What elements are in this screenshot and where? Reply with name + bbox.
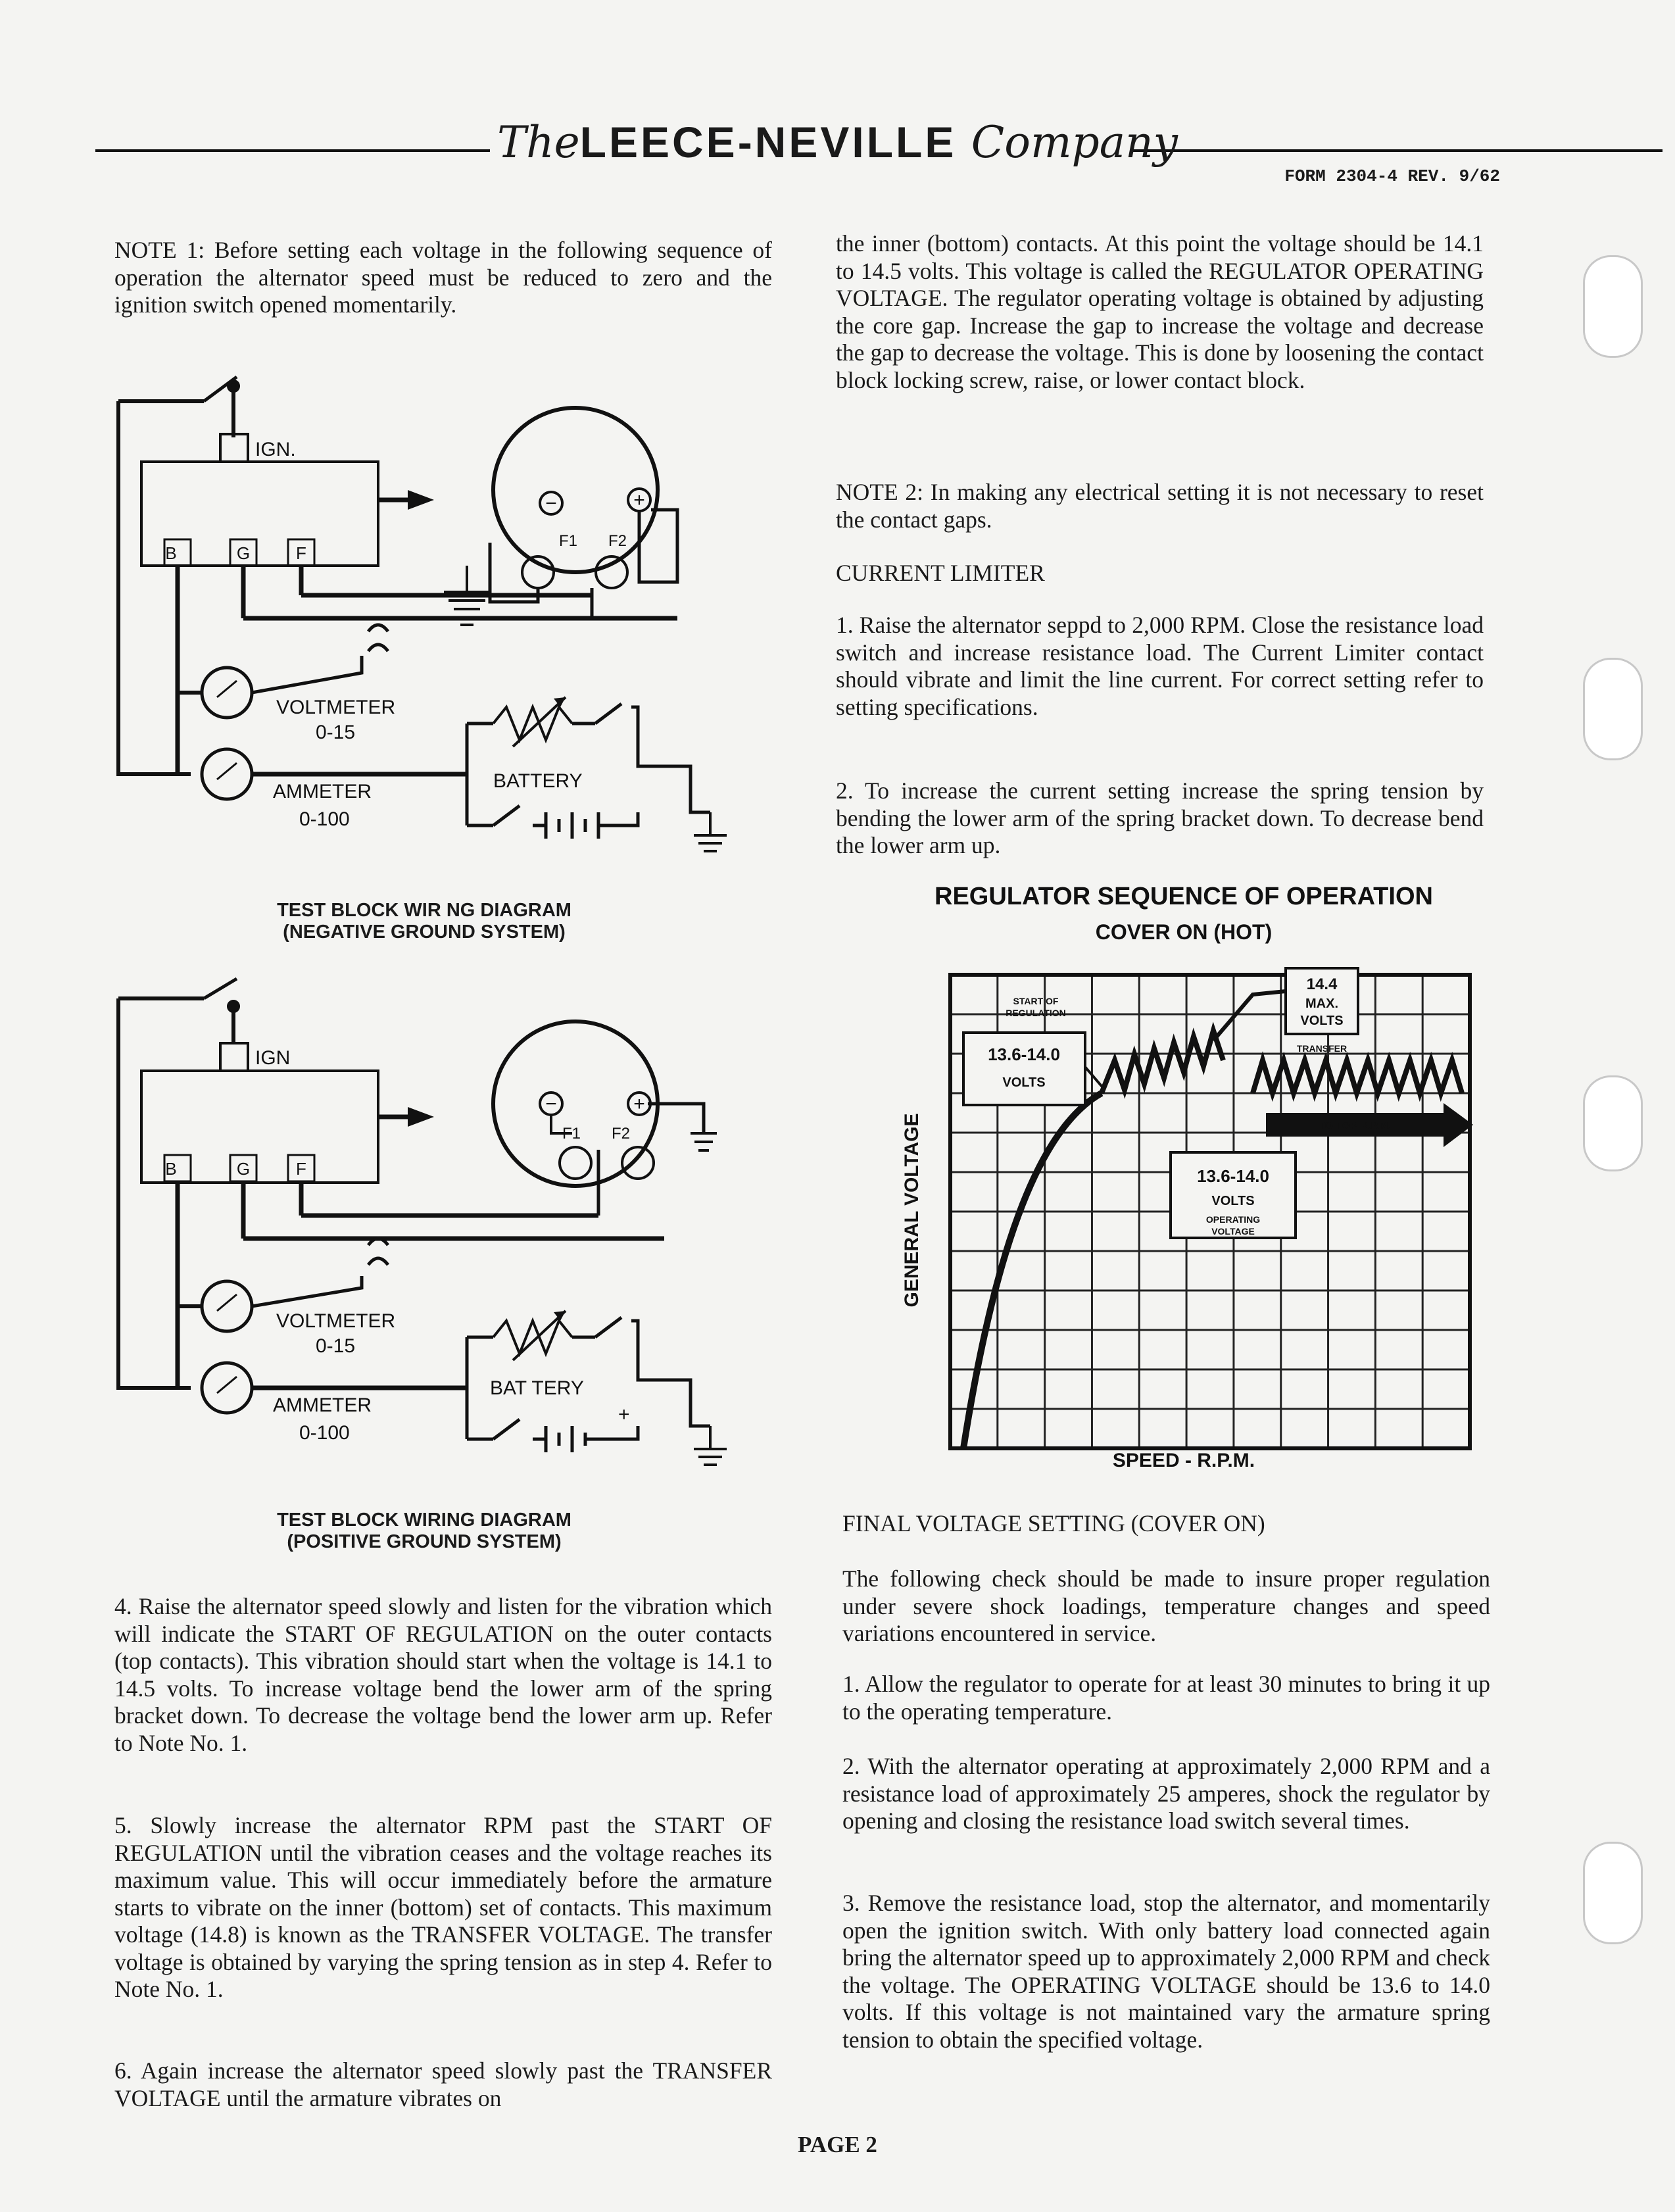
regulator-sequence-chart (894, 875, 1473, 1483)
terminal-b-pos: B (165, 1159, 177, 1179)
ammeter-label-pos: AMMETER (273, 1394, 372, 1416)
punch-hole-3 (1583, 1075, 1643, 1171)
operating-zigzag (1253, 1060, 1462, 1093)
current-limiter-heading: CURRENT LIMITER (836, 560, 1045, 586)
annotation-volts-1-sub: VOLTS (1002, 1075, 1046, 1090)
ign-label-pos: IGN (255, 1047, 291, 1069)
battery-label-neg: BATTERY (493, 770, 583, 792)
plus-sign-neg: + (633, 489, 645, 511)
f1-label-neg: F1 (559, 532, 578, 550)
voltmeter-label-pos: VOLTMETER (276, 1310, 396, 1332)
caption-negative-line1: TEST BLOCK WIR NG DIAGRAM (277, 900, 571, 921)
ammeter-range-pos: 0-100 (299, 1422, 350, 1444)
annotation-volts-2-sub: VOLTS (1211, 1194, 1255, 1208)
minus-sign-neg: − (545, 493, 557, 514)
chart-title: REGULATOR SEQUENCE OF OPERATION (935, 883, 1433, 910)
form-number: FORM 2304-4 REV. 9/62 (1284, 166, 1500, 186)
punch-hole-2 (1583, 658, 1643, 760)
wiring-diagram-positive (112, 972, 737, 1492)
plus-sign-pos: + (633, 1093, 645, 1115)
current-limiter-step-2: 2. To increase the current setting increase the spring tension by bending the lower arm of the spring bracket down. To decrease bend the lower arm up. (836, 777, 1484, 858)
annotation-operating: OPERATING (1205, 1214, 1261, 1225)
final-step-1: 1. Allow the regulator to operate for at least 30 minutes to bring it up to the operating temperature. (842, 1671, 1490, 1725)
minus-sign-pos: − (545, 1093, 557, 1115)
annotation-max-label: MAX. (1305, 996, 1338, 1011)
wiring-diagram-negative (112, 358, 737, 872)
annotation-regulation: REGULATION (1006, 1008, 1066, 1018)
chart-subtitle: COVER ON (HOT) (1095, 920, 1273, 944)
terminal-g-neg: G (236, 543, 251, 563)
step-4: 4. Raise the alternator speed slowly and listen for the vibration which will indicate the START OF REGULATION on the outer contacts (top contacts). This vibration should start when the voltage is 14.1 to 14.5 volts. To increase voltage bend the lower arm of the spring bracket down. To decrease the voltage bend the lower arm up. Refer to Note No. 1. (114, 1593, 772, 1756)
terminal-f-neg: F (296, 543, 306, 563)
caption-negative-line2: (NEGATIVE GROUND SYSTEM) (283, 922, 566, 943)
annotation-volts-1: 13.6-14.0 (988, 1045, 1060, 1064)
punch-hole-4 (1583, 1842, 1643, 1944)
annotation-top-rpm: TO TOP R.P.M. (1319, 1121, 1391, 1132)
chart-ylabel: GENERAL VOLTAGE (901, 1113, 923, 1308)
f1-label-pos: F1 (562, 1125, 581, 1143)
annotation-volts-2: 13.6-14.0 (1197, 1166, 1269, 1186)
annotation-leader-1 (1085, 1067, 1105, 1090)
chart-marks (963, 968, 1473, 1448)
battery-plus-pos: + (618, 1404, 630, 1425)
f2-label-pos: F2 (612, 1125, 631, 1143)
page-number: PAGE 2 (798, 2132, 877, 2157)
annotation-volts-label: VOLTS (1300, 1014, 1344, 1028)
voltage-rise-line (963, 1093, 1102, 1448)
annotation-start-of: START OF (1013, 996, 1059, 1006)
terminal-g-pos: G (236, 1159, 251, 1179)
caption-positive (224, 1510, 625, 1553)
ammeter-range-neg: 0-100 (299, 808, 350, 830)
step-5: 5. Slowly increase the alternator RPM past the START OF REGULATION until the vibration ceases and the voltage reaches its maximum value. This will occur immediately before the armature starts to vibrate on the inner (bottom) set of contacts. This maximum voltage (14.8) is known as the TRANSFER VOLTAGE. The transfer voltage is obtained by varying the spring tension as in step 4. Refer to Note No. 1. (114, 1812, 772, 2002)
punch-hole-1 (1583, 255, 1643, 358)
caption-positive-line2: (POSITIVE GROUND SYSTEM) (287, 1531, 562, 1552)
step-6: 6. Again increase the alternator speed slowly past the TRANSFER VOLTAGE until the armature vibrates on (114, 2057, 772, 2111)
note-2: NOTE 2: In making any electrical setting it is not necessary to reset the contact gaps. (836, 479, 1484, 533)
terminal-b-neg: B (165, 543, 177, 563)
terminal-f-pos: F (296, 1159, 306, 1179)
f2-label-neg: F2 (608, 532, 627, 550)
annotation-box-1 (963, 1033, 1085, 1105)
final-step-2: 2. With the alternator operating at approximately 2,000 RPM and a resistance load of approximately 25 amperes, shock the regulator by opening and closing the resistance load switch several times. (842, 1753, 1490, 1834)
final-step-3: 3. Remove the resistance load, stop the alternator, and momentarily open the ignition switch. With only battery load connected again bring the alternator speed up to approximately 2,000 RPM and check the voltage. The OPERATING VOLTAGE should be 13.6 to 14.0 volts. If this voltage is not maintained vary the armature spring tension to obtain the specified voltage. (842, 1890, 1490, 2053)
annotation-transfer: TRANSFER (1296, 1043, 1347, 1054)
company-logo: TheLEECE-NEVILLE Company (497, 117, 1178, 168)
final-voltage-heading: FINAL VOLTAGE SETTING (COVER ON) (842, 1510, 1265, 1536)
annotation-max-value: 14.4 (1306, 975, 1338, 993)
current-limiter-step-1: 1. Raise the alternator seppd to 2,000 RPM. Close the resistance load switch and increase resistance load. The Current Limiter contact should vibrate and limit the line current. For correct setting refer to setting specifications. (836, 612, 1484, 720)
start-regulation-zigzag (1102, 1031, 1223, 1093)
caption-negative (224, 900, 625, 943)
voltmeter-range-pos: 0-15 (316, 1335, 356, 1357)
note-1: NOTE 1: Before setting each voltage in the following sequence of operation the alternator speed must be reduced to zero and the ignition switch opened momentarily. (114, 237, 772, 318)
voltmeter-range-neg: 0-15 (316, 722, 356, 743)
ign-label-neg: IGN. (255, 439, 296, 460)
battery-label-pos: BAT TERY (490, 1377, 584, 1399)
continued-paragraph: the inner (bottom) contacts. At this point the voltage should be 14.1 to 14.5 volts. This voltage is called the REGULATOR OPERATING VOLTAGE. The regulator operating voltage is obtained by adjusting the core gap. Increase the gap to increase the voltage and decrease the gap to decrease the voltage. This is done by loosening the contact block locking screw, raise, or lower contact block. (836, 230, 1484, 393)
voltmeter-label-neg: VOLTMETER (276, 697, 396, 718)
caption-positive-line1: TEST BLOCK WIRING DIAGRAM (277, 1510, 571, 1531)
ammeter-label-neg: AMMETER (273, 781, 372, 802)
chart-xlabel: SPEED - R.P.M. (1112, 1450, 1255, 1471)
annotation-voltage: VOLTAGE (1211, 1226, 1255, 1237)
final-intro: The following check should be made to insure proper regulation under severe shock loadings, temperature changes and speed variations encountered in service. (842, 1565, 1490, 1646)
